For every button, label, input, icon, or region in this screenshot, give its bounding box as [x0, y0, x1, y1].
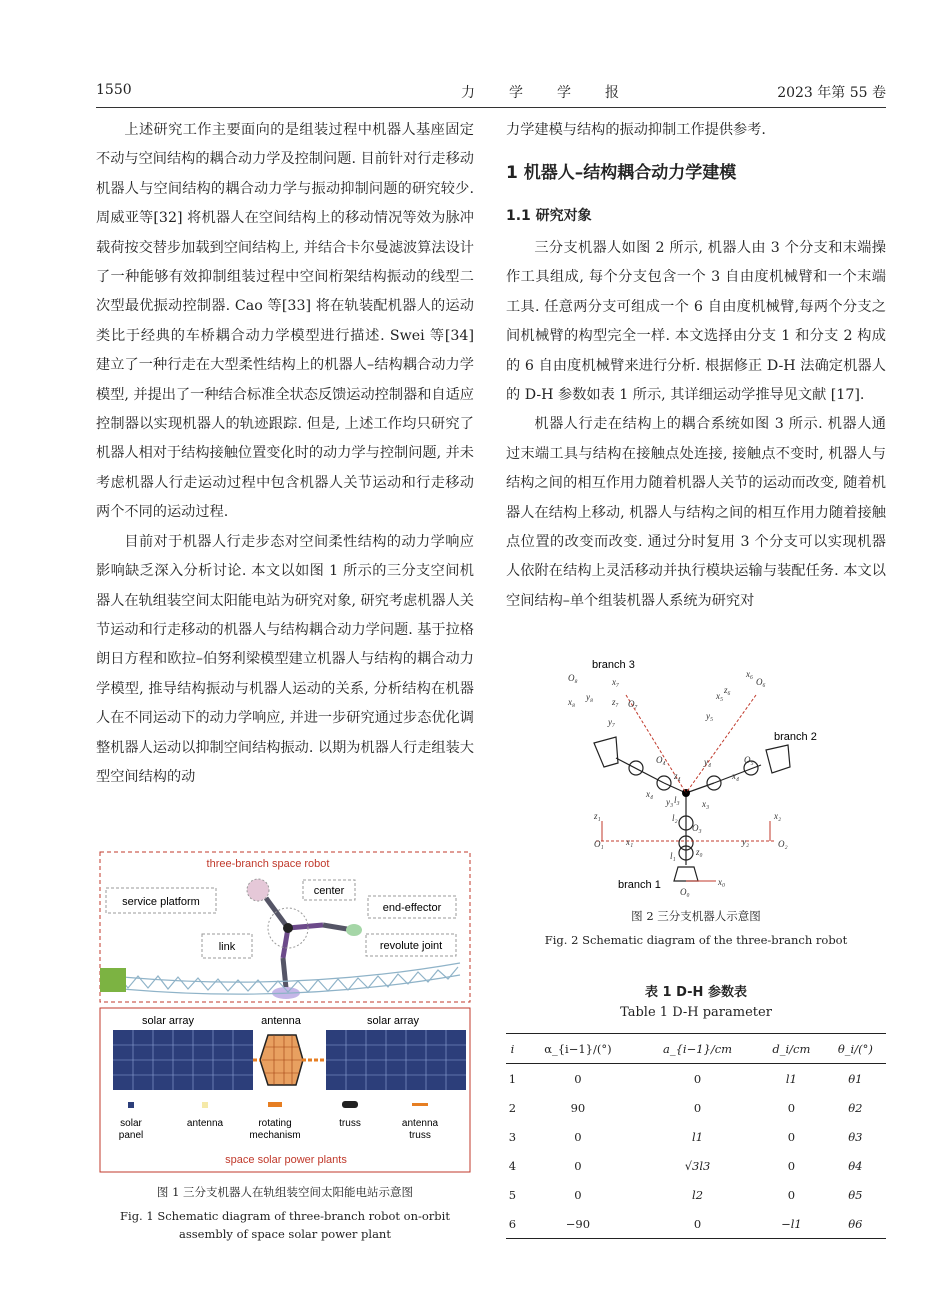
page-header	[96, 82, 886, 106]
solar-array-right-label: solar array	[367, 1015, 419, 1027]
service-platform-label: service platform	[122, 896, 200, 908]
legend-solar-panel: solar panel	[118, 1118, 144, 1141]
svg-text:x₄: x₄	[646, 789, 654, 799]
svg-text:O₀: O₀	[680, 887, 690, 897]
svg-text:y₈: y₈	[586, 692, 594, 702]
table-cell: 0	[574, 1129, 582, 1144]
legend-truss: truss	[339, 1118, 361, 1129]
table-row	[506, 1122, 886, 1151]
svg-text:z₆: z₆	[724, 685, 731, 695]
journal-volume: 2023 年第 55 卷	[777, 85, 886, 101]
table-cell: θ3	[848, 1129, 863, 1144]
svg-text:l₂: l₂	[672, 813, 678, 823]
table-cell: θ1	[848, 1071, 863, 1086]
table1-title-cn: 表 1 D-H 参数表	[645, 985, 747, 1000]
dh-parameter-table	[506, 1033, 886, 1239]
col-header-alpha: α_{i−1}/(°)	[544, 1041, 612, 1056]
table-cell: 1	[508, 1071, 517, 1086]
col-header-d: d_i/cm	[772, 1041, 811, 1056]
right-continuation: 力学建模与结构的振动抑制工作提供参考.	[506, 122, 766, 138]
solar-array-left-label: solar array	[142, 1015, 194, 1027]
svg-text:O₅: O₅	[744, 755, 754, 765]
legend-antenna-truss: antenna truss	[401, 1118, 439, 1141]
right-body	[506, 234, 886, 616]
svg-text:y₂: y₂	[742, 837, 750, 847]
table-cell: 4	[508, 1158, 517, 1173]
robot-schematic	[594, 737, 790, 881]
table-cell: −90	[565, 1216, 591, 1231]
svg-text:x₂: x₂	[774, 811, 782, 821]
service-platform-block	[100, 968, 126, 992]
solar-panel-left	[113, 1030, 253, 1090]
table-cell: 5	[508, 1187, 517, 1202]
table-header-row	[506, 1034, 886, 1064]
left-column	[96, 116, 474, 792]
table-cell: 6	[508, 1216, 517, 1231]
svg-text:y₄: y₄	[704, 757, 712, 767]
svg-text:x₄: x₄	[732, 771, 740, 781]
svg-text:l₃: l₃	[674, 795, 680, 805]
table-row	[506, 1093, 886, 1122]
figure-1	[98, 850, 474, 1175]
svg-text:z₇: z₇	[612, 697, 619, 707]
left-paragraph-2: 目前对于机器人行走步态对空间柔性结构的动力学响应影响缺乏深入分析讨论. 本文以如图 1 所示的三分支空间机器人在轨组装空间太阳能电站为研究对象, 研究考虑机器人关节运动和行走移动的机器人与结构耦合动力学问题. 基于拉格朗日方程和欧拉–伯努利梁模型建立机器人与结构的耦合动力学模型, 推导结构振动与机器人运动的关系, 分析结构在机器人在不同运动下的动力学响应, 并进一步研究通过步态优化调整机器人运动以抑制空间结构振动. 以期为机器人行走组装大型空间结构的动	[96, 533, 474, 785]
fig1-legend	[119, 1101, 439, 1141]
fig2-caption-en: Fig. 2 Schematic diagram of the three-branch robot	[544, 933, 848, 947]
antenna-label: antenna	[261, 1015, 301, 1027]
table-cell: √3l3	[684, 1158, 711, 1173]
page-number: 1550	[96, 82, 132, 98]
table-cell: θ6	[848, 1216, 863, 1231]
table-cell: θ5	[848, 1187, 863, 1202]
right-paragraph-2: 机器人行走在结构上的耦合系统如图 3 所示. 机器人通过末端工具与结构在接触点处连接, 接触点不变时, 机器人与结构之间的相互作用力随着机器人关节的运动而改变, 随着机器人在结构上移动, 机器人与结构之间的相互作用力随着接触点位置的改变而改变. 通过分时复用 3 个分支可以实现机器人依附在结构上灵活移动并执行模块运输与装配任务. 本文以空间结构–单个组装机器人系统为研究对	[506, 416, 886, 609]
table-cell: 0	[787, 1129, 796, 1144]
fig1-top-title: three-branch space robot	[206, 858, 330, 870]
col-header-theta: θ_i/(°)	[837, 1041, 873, 1056]
fig1-bottom-title: space solar power plants	[225, 1154, 347, 1166]
table-cell: 3	[508, 1129, 517, 1144]
svg-text:y₅: y₅	[706, 711, 714, 721]
svg-text:x₈: x₈	[568, 697, 576, 707]
table1-title-en: Table 1 D-H parameter	[620, 1005, 772, 1020]
svg-text:x₃: x₃	[702, 799, 710, 809]
table-cell: θ4	[848, 1158, 863, 1173]
col-header-a: a_{i−1}/cm	[662, 1041, 733, 1056]
svg-text:z₀: z₀	[696, 847, 703, 857]
end-effector-label: end-effector	[382, 902, 442, 914]
left-paragraph-1: 上述研究工作主要面向的是组装过程中机器人基座固定不动与空间结构的耦合动力学及控制问题. 目前针对行走移动机器人与空间结构的耦合动力学与振动抑制问题的研究较少. 周威亚等[32] 将机器人在空间结构上的移动情况等效为脉冲载荷按交替步加载到空间结构上, 并结合卡尔曼滤波算法设计了一种能够有效抑制组装过程中空间桁架结构振动的线型二次型最优振动控制器. Cao 等[33] 将在轨装配机器人的运动类比于经典的车桥耦合动力学模型进行描述. Swei 等[34] 建立了一种行走在大型柔性结构上的机器人–结构耦合动力学模型, 并提出了一种结合标准全状态反馈运动控制器和自适应控制器以实现机器人的轨迹跟踪. 但是, 上述工作均只研究了机器人相对于结构接触位置变化时的动力学与控制问题, 并未考虑机器人行走运动过程中包含机器人关节运动和行走移动两个不同的运动过程.	[96, 122, 474, 521]
journal-name: 力学学报	[461, 85, 653, 101]
svg-text:x₇: x₇	[612, 677, 620, 687]
svg-text:y₇: y₇	[608, 717, 616, 727]
fig2-coordinate-labels	[567, 669, 788, 897]
antenna-drawing	[260, 1035, 303, 1085]
table-row	[506, 1064, 886, 1094]
table-cell: 0	[574, 1071, 582, 1086]
svg-text:y₃: y₃	[666, 797, 674, 807]
table-row	[506, 1180, 886, 1209]
table-cell: 0	[787, 1187, 796, 1202]
right-paragraph-1: 三分支机器人如图 2 所示, 机器人由 3 个分支和末端操作工具组成, 每个分支包含一个 3 自由度机械臂和一个末端工具. 任意两分支可组成一个 6 自由度机械臂,每两个分支之间机械臂的构型完全一样. 本文选择由分支 1 和分支 2 构成的 6 自由度机械臂来进行分析. 根据修正 D-H 法确定机器人的 D-H 参数如表 1 所示, 其详细运动学推导见文献 [17].	[506, 240, 886, 404]
revolute-joint-label: revolute joint	[379, 940, 443, 952]
table-cell: 0	[693, 1100, 702, 1115]
link-label: link	[218, 941, 236, 953]
section-heading-1: 1 机器人–结构耦合动力学建模	[506, 163, 737, 183]
svg-text:O₂: O₂	[778, 839, 788, 849]
svg-text:O₆: O₆	[756, 677, 766, 687]
col-header-i: i	[510, 1041, 515, 1056]
svg-text:O₄: O₄	[656, 755, 666, 765]
table-cell: θ2	[848, 1100, 863, 1115]
table-cell: 0	[787, 1100, 796, 1115]
svg-text:O₁: O₁	[594, 839, 604, 849]
table-cell: 0	[574, 1158, 582, 1173]
section-heading-1-1: 1.1 研究对象	[506, 208, 592, 224]
table-cell: −l1	[781, 1216, 802, 1231]
table-cell: l1	[692, 1129, 704, 1144]
branch1-label: branch 1	[618, 879, 661, 891]
svg-text:x₆: x₆	[746, 669, 754, 679]
solar-panel-right	[326, 1030, 466, 1090]
table-cell: 2	[508, 1100, 517, 1115]
legend-rotating-mechanism: rotating mechanism	[249, 1118, 301, 1141]
table-cell: 0	[693, 1071, 702, 1086]
figure-2	[556, 655, 836, 900]
table-row	[506, 1209, 886, 1239]
table-row	[506, 1151, 886, 1180]
svg-text:x₀: x₀	[718, 877, 726, 887]
branch2-label: branch 2	[774, 731, 817, 743]
svg-text:z₄: z₄	[674, 771, 681, 781]
svg-text:l₁: l₁	[670, 851, 676, 861]
svg-text:x₅: x₅	[716, 691, 724, 701]
center-label: center	[313, 885, 345, 897]
table-cell: 0	[574, 1187, 582, 1202]
fig2-caption-cn: 图 2 三分支机器人示意图	[631, 909, 761, 923]
fig1-caption-en: Fig. 1 Schematic diagram of three-branch robot on-orbit assembly of space solar power plant	[120, 1209, 450, 1241]
table-cell: 0	[693, 1216, 702, 1231]
svg-text:x₁: x₁	[626, 837, 634, 847]
table-cell: l1	[785, 1071, 797, 1086]
svg-text:z₁: z₁	[594, 811, 601, 821]
table-cell: 90	[570, 1100, 586, 1115]
svg-text:O₇: O₇	[628, 699, 638, 709]
svg-text:O₈: O₈	[568, 673, 578, 683]
table-cell: l2	[692, 1187, 704, 1202]
table-cell: 0	[787, 1158, 796, 1173]
header-rule	[96, 107, 886, 108]
branch3-label: branch 3	[592, 659, 635, 671]
fig1-caption-cn: 图 1 三分支机器人在轨组装空间太阳能电站示意图	[156, 1185, 414, 1199]
legend-antenna: antenna	[186, 1118, 224, 1129]
svg-text:O₃: O₃	[692, 823, 702, 833]
